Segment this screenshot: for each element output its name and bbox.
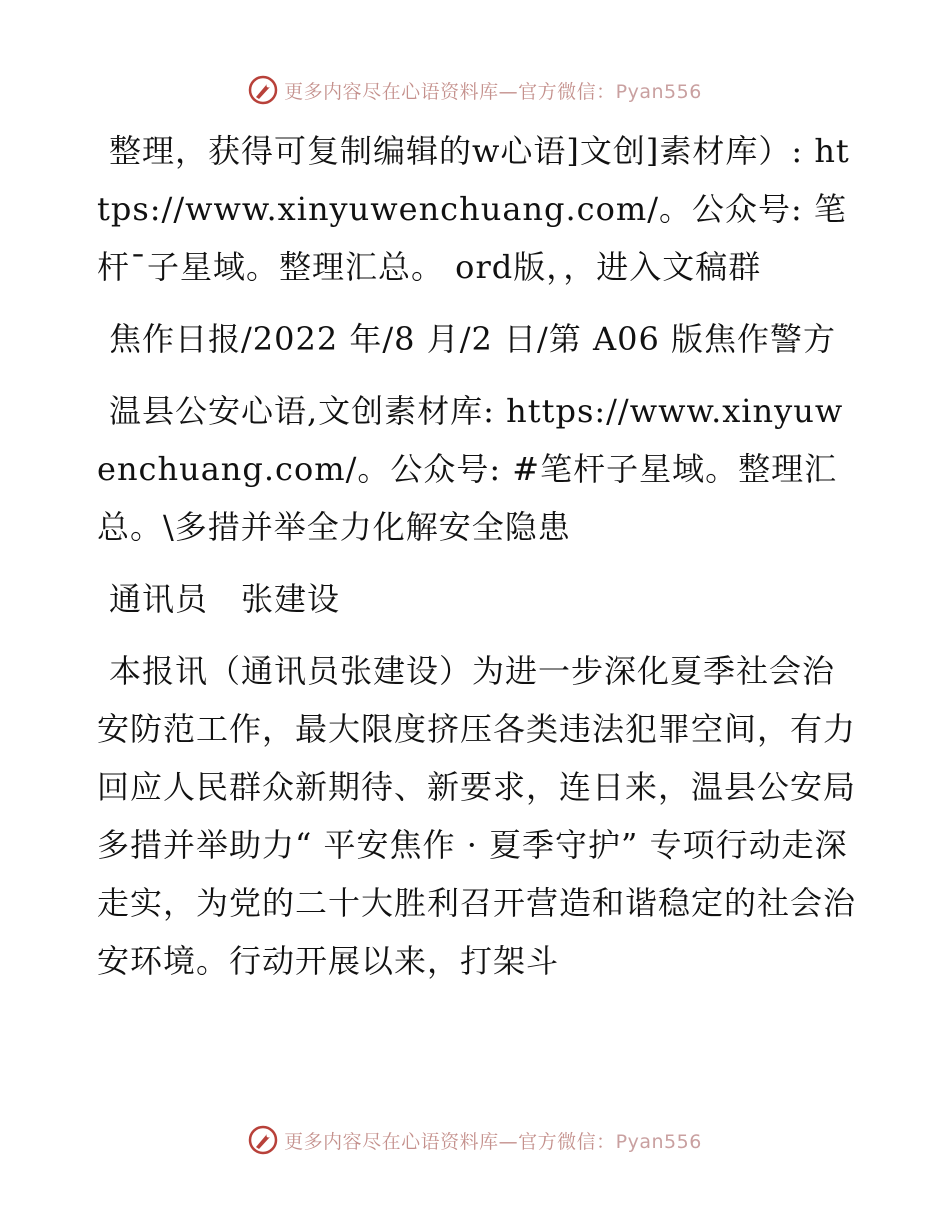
header-watermark-banner xyxy=(0,70,950,110)
paragraph-headline-text: 温县公安心语,文创素材库: https://www.xinyuwenchuang.com/。公众号: #笔杆子星域。整理汇总。\多措并举全力化解安全隐患 xyxy=(97,392,844,546)
pen-nib-logo-icon xyxy=(248,75,278,105)
document-body xyxy=(97,122,857,1004)
paragraph-intro-text: 整理，获得可复制编辑的w心语]文创]素材库）: https://www.xinyuwenchuang.com/。公众号: 笔杆¯子星域。整理汇总。 ord版，，进入文稿群 xyxy=(97,132,850,286)
banner-slogan xyxy=(284,1127,702,1154)
paragraph-byline xyxy=(97,570,857,628)
pen-nib-logo-icon xyxy=(248,1125,278,1155)
footer-watermark-banner xyxy=(0,1120,950,1160)
paragraph-body-text: 本报讯（通讯员张建设）为进一步深化夏季社会治安防范工作，最大限度挤压各类违法犯罪空间，有力回应人民群众新期待、新要求，连日来，温县公安局多措并举助力“ 平安焦作 · 夏季守护” 专项行动走深走实，为党的二十大胜利召开营造和谐稳定的社会治安环境。行动开展以来，打架斗 xyxy=(97,652,857,980)
paragraph-intro xyxy=(97,122,857,296)
paragraph-body xyxy=(97,642,857,990)
banner-wechat-id: Pyan556 xyxy=(615,80,702,103)
paragraph-source-text: 焦作日报/2022 年/8 月/2 日/第 A06 版焦作警方 xyxy=(109,320,836,358)
paragraph-byline-text: 通讯员 张建设 xyxy=(109,580,341,618)
banner-wechat-id: Pyan556 xyxy=(615,1130,702,1153)
banner-slogan-text: 更多内容尽在心语资料库—官方微信： xyxy=(284,1130,616,1153)
banner-slogan xyxy=(284,77,702,104)
paragraph-headline xyxy=(97,382,857,556)
banner-slogan-text: 更多内容尽在心语资料库—官方微信： xyxy=(284,80,616,103)
paragraph-source xyxy=(97,310,857,368)
